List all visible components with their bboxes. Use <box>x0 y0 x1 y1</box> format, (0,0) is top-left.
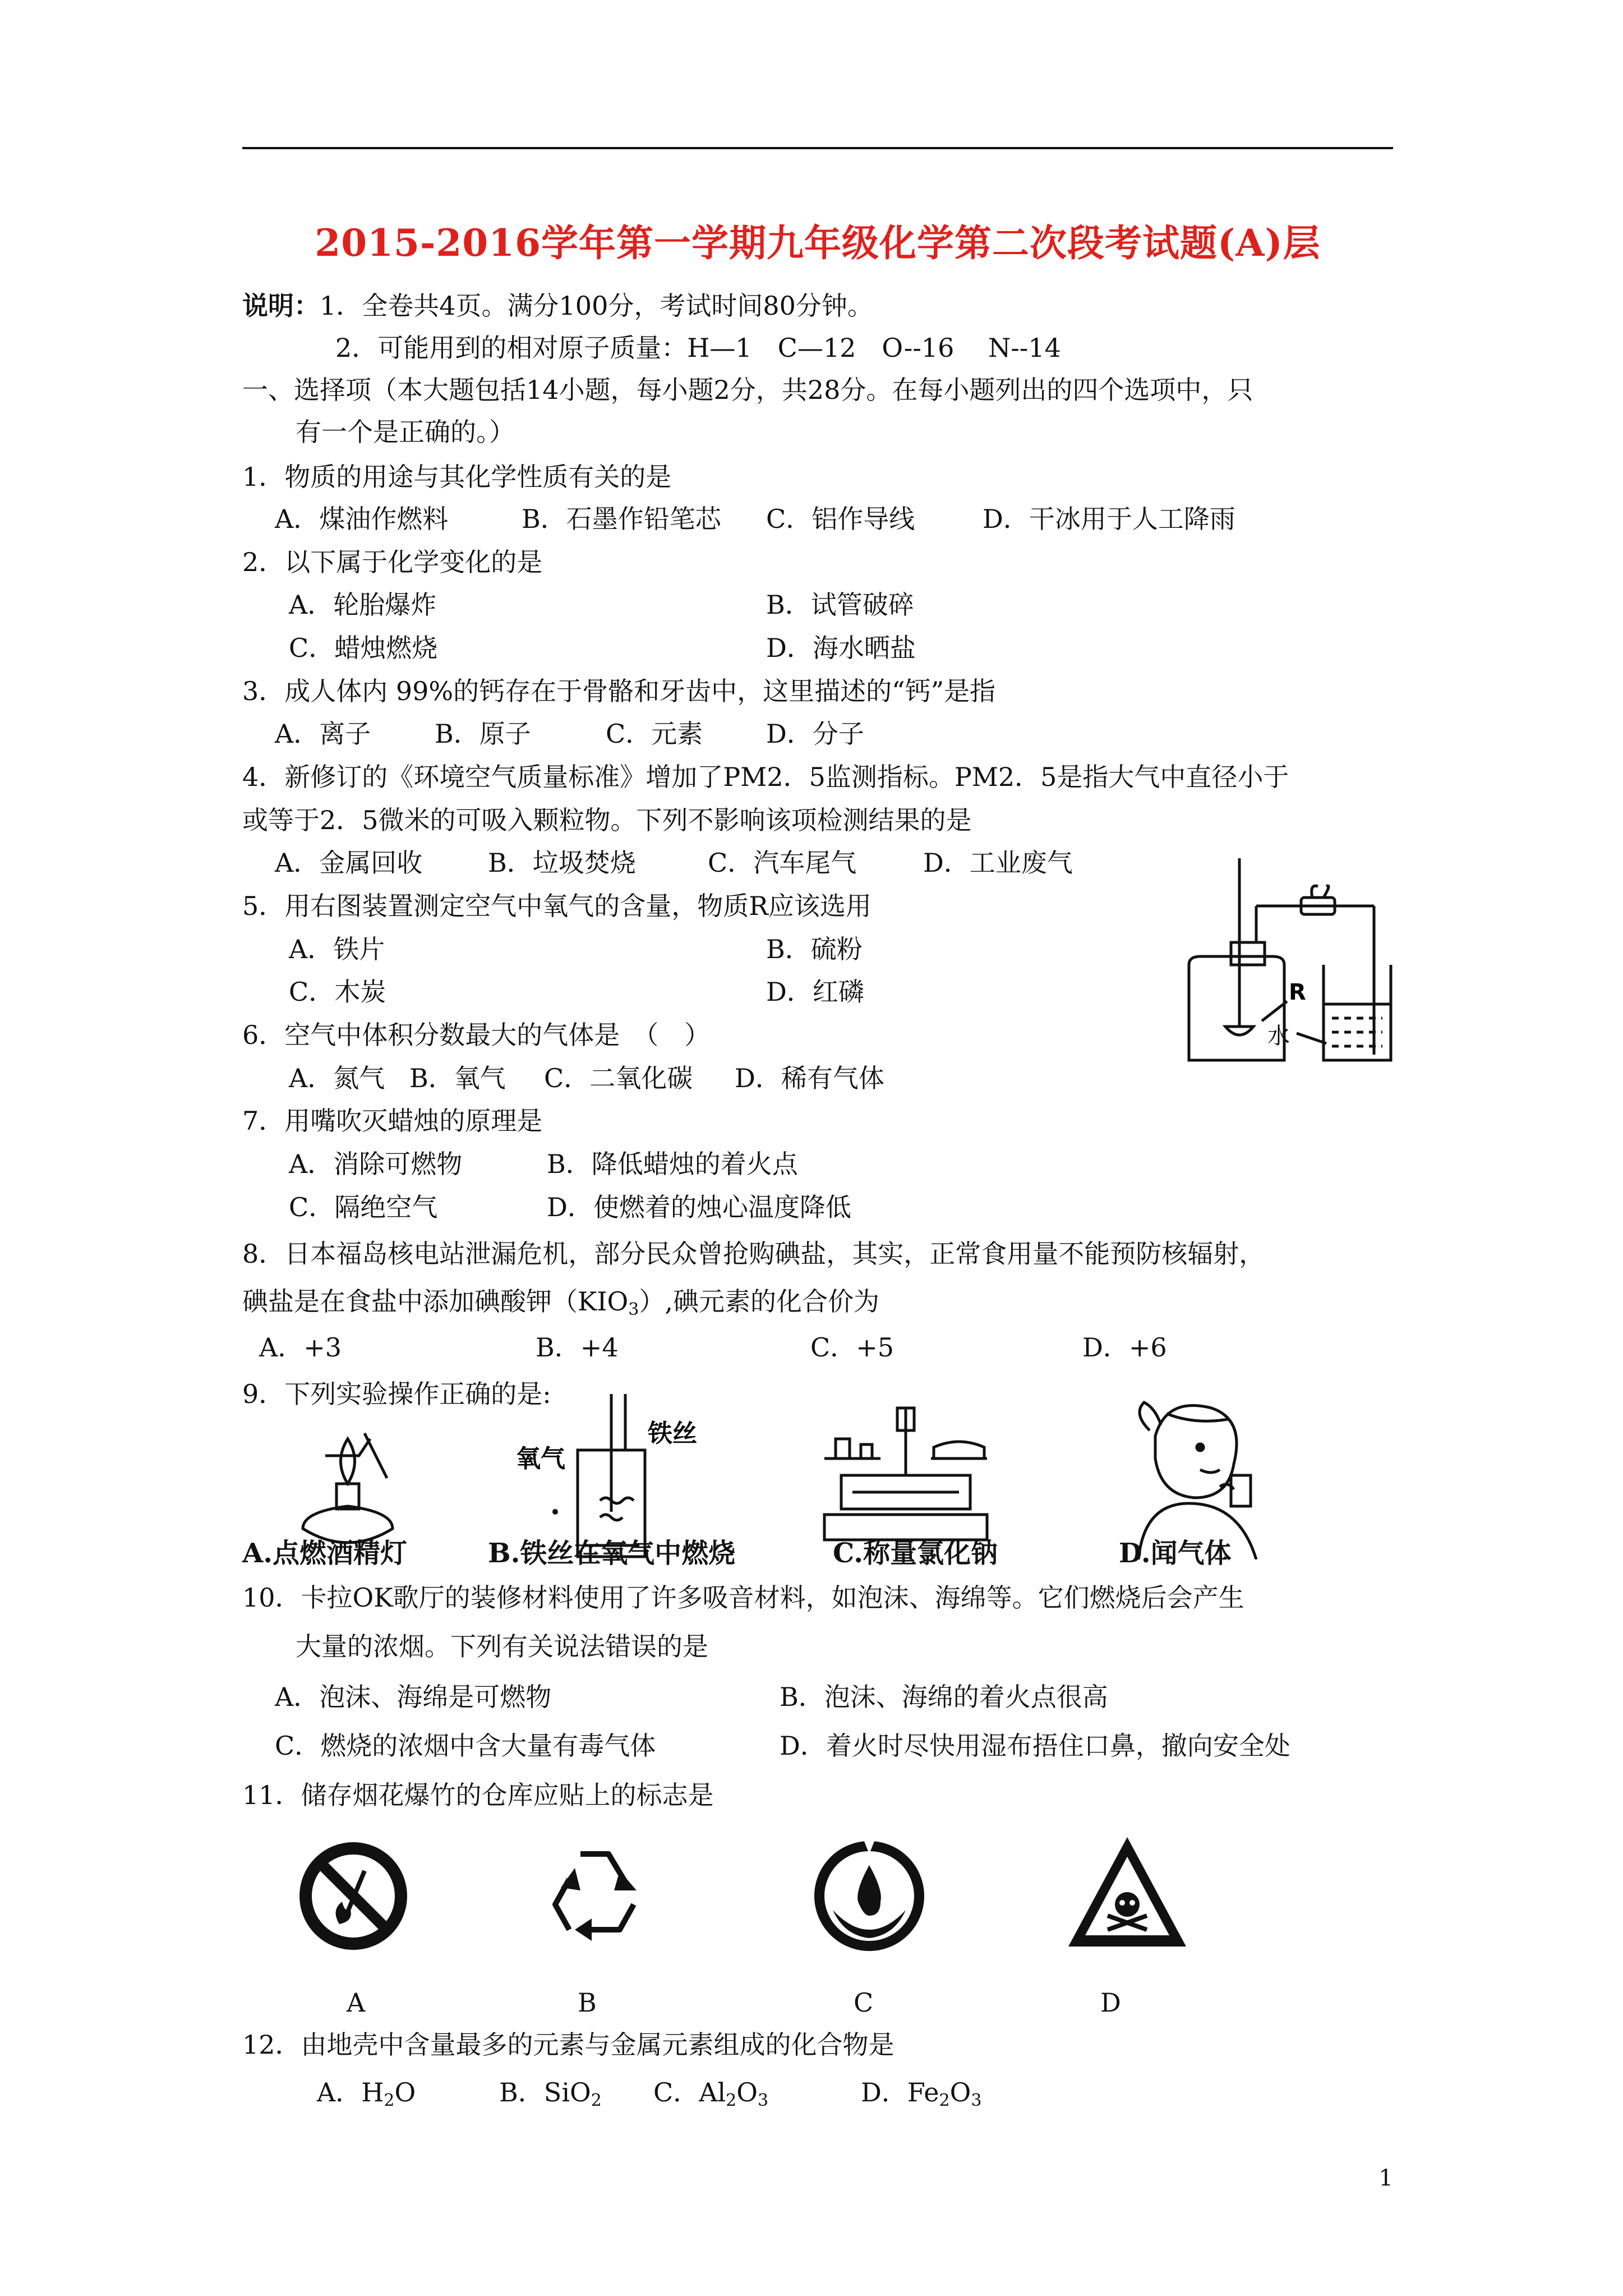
q3-stem: 3．成人体内 99%的钙存在于骨骼和牙齿中，这里描述的“钙”是指 <box>242 676 996 706</box>
q5-option-d: D．红磷 <box>766 977 864 1007</box>
q4-option-a: A．金属回收 <box>275 848 423 878</box>
q10-stem-line-1: 10．卡拉OK歌厅的装修材料使用了许多吸音材料，如泡沫、海绵等。它们燃烧后会产生 <box>242 1582 1244 1613</box>
q12-option-c: C．$Al_2O_3$ <box>653 2077 769 2110</box>
q6-option-d: D．稀有气体 <box>735 1063 884 1093</box>
q11-label-c: C <box>854 1987 874 2018</box>
no-fire-sign-icon <box>297 1840 409 1952</box>
fig-label-oxygen: 氧气 <box>516 1444 565 1473</box>
q6-option-a: A．氮气 <box>289 1063 385 1093</box>
q4-option-b: B．垃圾焚烧 <box>488 848 636 878</box>
q9-caption-b: B.铁丝在氧气中燃烧 <box>488 1538 736 1569</box>
q1-option-d: D．干冰用于人工降雨 <box>983 504 1235 534</box>
fig-label-wire: 铁丝 <box>648 1419 697 1448</box>
recycle-sign-icon <box>536 1837 653 1955</box>
q10-option-a: A．泡沫、海绵是可燃物 <box>275 1682 552 1712</box>
notes-line-1 <box>242 289 873 323</box>
note-1: 1．全卷共4页。满分100分，考试时间80分钟。 <box>320 291 873 321</box>
q8-option-c: C．+5 <box>810 1332 895 1363</box>
q2-option-a: A．轮胎爆炸 <box>289 590 437 620</box>
section-1-heading: 一、选择项（本大题包括14小题，每小题2分，共28分。在每小题列出的四个选项中，只 <box>242 375 1253 405</box>
q1-option-b: B．石墨作铅笔芯 <box>522 504 721 534</box>
q1-option-c: C．铝作导线 <box>766 504 915 534</box>
q8-option-a: A．+3 <box>259 1332 342 1363</box>
q11-label-a: A <box>347 1987 366 2018</box>
q2-option-d: D．海水晒盐 <box>766 633 916 663</box>
q12-option-b: B．SiO$_2$ <box>499 2077 602 2110</box>
q12-stem: 12．由地壳中含量最多的元素与金属元素组成的化合物是 <box>242 2030 895 2060</box>
note-2: 2．可能用到的相对原子质量：H—1 C—12 O--16 N--14 <box>335 333 1061 363</box>
q2-option-b: B．试管破碎 <box>766 590 914 620</box>
q6-stem: 6．空气中体积分数最大的气体是 （ ） <box>242 1020 711 1050</box>
q5-option-b: B．硫粉 <box>766 934 863 964</box>
q8-option-b: B．+4 <box>536 1332 619 1363</box>
q7-option-c: C．隔绝空气 <box>289 1192 438 1222</box>
q7-option-a: A．消除可燃物 <box>289 1149 463 1179</box>
q2-option-c: C．蜡烛燃烧 <box>289 633 438 663</box>
q12-option-d: D．$Fe_2O_3$ <box>861 2077 982 2110</box>
q10-option-c: C．燃烧的浓烟中含大量有毒气体 <box>275 1731 656 1761</box>
header-rule <box>242 147 1393 149</box>
q11-stem: 11．储存烟花爆竹的仓库应贴上的标志是 <box>242 1780 714 1810</box>
q7-option-b: B．降低蜡烛的着火点 <box>547 1149 798 1179</box>
q3-option-a: A．离子 <box>275 719 371 749</box>
notes-label: 说明： <box>242 291 320 321</box>
q4-stem-line-2: 或等于2．5微米的可吸入颗粒物。下列不影响该项检测结果的是 <box>242 805 972 835</box>
q8-option-d: D．+6 <box>1082 1332 1167 1363</box>
q11-label-b: B <box>578 1987 597 2018</box>
q3-option-d: D．分子 <box>766 719 864 749</box>
q3-option-c: C．元素 <box>606 719 703 749</box>
q10-option-d: D．着火时尽快用湿布捂住口鼻，撤向安全处 <box>780 1731 1290 1761</box>
q12-option-a: A．$H_2O$ <box>317 2077 416 2110</box>
q1-stem: 1．物质的用途与其化学性质有关的是 <box>242 462 672 492</box>
q10-option-b: B．泡沫、海绵的着火点很高 <box>780 1682 1108 1712</box>
q9-caption-d: D.闻气体 <box>1119 1538 1232 1569</box>
q4-option-c: C．汽车尾气 <box>708 848 857 878</box>
q8-stem-line-2: 碘盐是在食盐中添加碘酸钾$(KIO_3)$,碘元素的化合价为 <box>242 1286 879 1319</box>
q5-option-c: C．木炭 <box>289 977 386 1007</box>
q5-stem: 5．用右图装置测定空气中氧气的含量，物质R应该选用 <box>242 891 872 921</box>
fig-label-r: R <box>1289 979 1306 1005</box>
q5-option-a: A．铁片 <box>289 934 385 964</box>
fig-label-water: 水 <box>1267 1023 1290 1049</box>
page-number: 1 <box>1378 2165 1393 2191</box>
q2-stem: 2．以下属于化学变化的是 <box>242 547 543 577</box>
q11-label-d: D <box>1100 1987 1121 2018</box>
q6-option-b: B．氧气 <box>409 1063 506 1093</box>
toxic-sign-icon <box>1063 1832 1192 1955</box>
q7-option-d: D．使燃着的烛心温度降低 <box>547 1192 851 1222</box>
section-1-heading-cont: 有一个是正确的。） <box>296 417 515 447</box>
oxygen-apparatus-figure <box>1172 853 1396 1071</box>
drop-sign-icon <box>810 1837 928 1955</box>
q4-stem-line-1: 4．新修订的《环境空气质量标准》增加了PM2．5监测指标。PM2．5是指大气中直径小于 <box>242 762 1289 792</box>
q4-option-d: D．工业废气 <box>923 848 1073 878</box>
q9-caption-a: A.点燃酒精灯 <box>242 1538 407 1569</box>
q8-stem-line-1: 8．日本福岛核电站泄漏危机，部分民众曾抢购碘盐，其实，正常食用量不能预防核辐射， <box>242 1239 1265 1269</box>
q7-stem: 7．用嘴吹灭蜡烛的原理是 <box>242 1106 543 1136</box>
q1-option-a: A．煤油作燃料 <box>275 504 449 534</box>
exam-title: 2015-2016学年第一学期九年级化学第二次段考试题(A)层 <box>315 221 1321 265</box>
q3-option-b: B．原子 <box>435 719 531 749</box>
q9-stem: 9．下列实验操作正确的是: <box>242 1379 551 1409</box>
q10-stem-line-2: 大量的浓烟。下列有关说法错误的是 <box>296 1631 708 1662</box>
balance-figure <box>813 1397 998 1548</box>
q9-caption-c: C.称量氯化钠 <box>833 1538 998 1569</box>
q6-option-c: C．二氧化碳 <box>544 1063 693 1093</box>
